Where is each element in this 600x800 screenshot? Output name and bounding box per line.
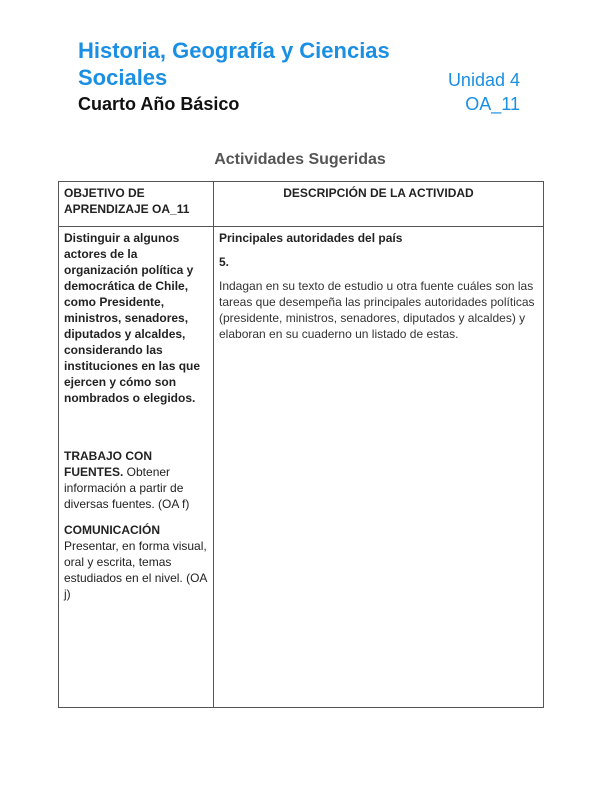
- skill-communication-description: Presentar, en forma visual, oral y escrita, temas estudiados en el nivel. (OA j): [64, 539, 207, 601]
- description-cell: [214, 227, 544, 708]
- skill-sources: [64, 448, 208, 512]
- skill-communication-name: COMUNICACIÓN: [64, 523, 160, 537]
- grade-label: Cuarto Año Básico: [78, 94, 240, 114]
- activity-number: 5.: [219, 255, 230, 269]
- activity-table: [58, 181, 544, 708]
- oa-label: OA_11: [465, 94, 520, 114]
- objective-cell: [59, 227, 214, 708]
- skill-communication: [64, 522, 208, 602]
- objective-column-header: OBJETIVO DE APRENDIZAJE OA_11: [59, 182, 214, 227]
- activity-name: Principales autoridades del país: [219, 231, 403, 245]
- description-column-header: DESCRIPCIÓN DE LA ACTIVIDAD: [214, 182, 544, 227]
- unit-label: Unidad 4: [447, 70, 520, 90]
- skill-sources-description: Obtener información a partir de diversas fuentes. (OA f): [64, 465, 190, 511]
- section-title: Actividades Sugeridas: [214, 151, 386, 168]
- skill-sources-name: TRABAJO CON FUENTES.: [64, 449, 153, 479]
- objective-text: Distinguir a algunos actores de la organización política y democrática de Chile, como Presidente, ministros, senadores, diputados y alcaldes, considerando las instituciones en las que ejercen y cómo son nombrados o elegidos.: [64, 231, 201, 405]
- subject-title-line1: Historia, Geografía y Ciencias: [78, 38, 390, 63]
- activity-description: Indagan en su texto de estudio u otra fuente cuáles son las tareas que desempeña las principales autoridades políticas (presidente, ministros, senadores, diputados y alcaldes) y elaboran en su cuaderno un listado de estas.: [219, 279, 535, 341]
- document-header: [78, 38, 520, 118]
- table-row: [59, 227, 544, 708]
- subject-title-line2: Sociales: [78, 65, 168, 90]
- table-header-row: [59, 182, 544, 227]
